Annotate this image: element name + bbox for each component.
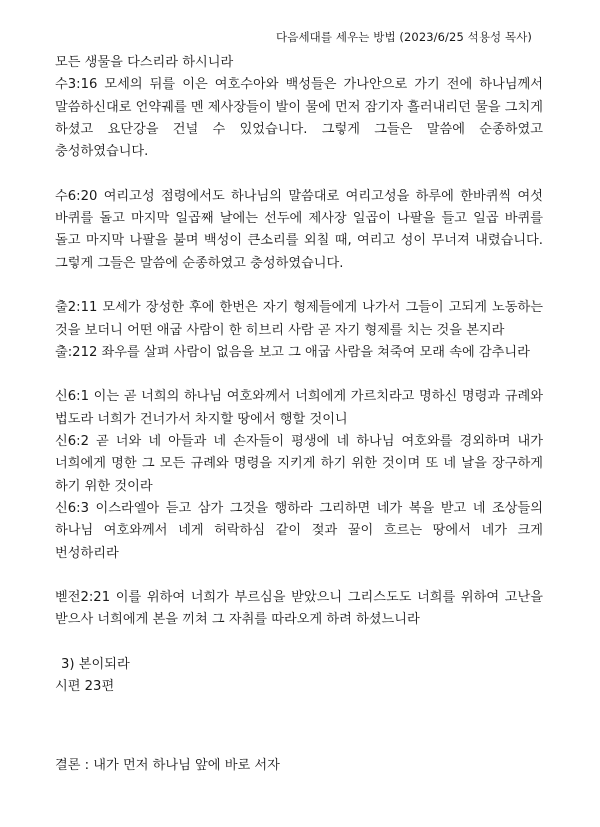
passage-deuteronomy-6-3: 신6:3 이스라엘아 듣고 삼가 그것을 행하라 그리하면 네가 복을 받고 네 조상들의 하나님 여호와께서 네게 허락하심 같이 젖과 꿀이 흐르는 땅에서 네가 크게 번성하리라	[55, 500, 543, 561]
passage-exodus-2-12: 출:212 좌우를 살펴 사람이 없음을 보고 그 애굽 사람을 쳐죽여 모래 속에 감추니라	[55, 344, 530, 360]
document-body	[55, 52, 543, 777]
passage-exodus-2-11: 출2:11 모세가 장성한 후에 한번은 자기 형제들에게 나가서 그들이 고되게 노동하는 것을 보더니 어떤 애굽 사람이 한 히브리 사람 곧 자기 형제를 치는 것을 본지라	[55, 300, 543, 338]
paragraph-gap	[55, 699, 543, 755]
paragraph-gap	[55, 565, 543, 587]
section-heading: 3) 본이되라	[61, 657, 130, 673]
passage-deuteronomy-6-1: 신6:1 이는 곧 너희의 하나님 여호와께서 너희에게 가르치라고 명하신 명령과 규례와 법도라 너희가 건너가서 차지할 땅에서 행할 것이니	[55, 389, 543, 427]
paragraph-gap	[55, 364, 543, 386]
passage-1peter-2-21: 벧전2:21 이를 위하여 너희가 부르심을 받았으니 그리스도도 너희를 위하여 고난을 받으사 너희에게 본을 끼쳐 그 자취를 따라오게 하려 하셨느니라	[55, 590, 543, 628]
passage-text: 모든 생물을 다스리라 하시니라	[55, 55, 234, 70]
passage-joshua-3-16: 수3:16 모세의 뒤를 이은 여호수아와 백성들은 가나안으로 가기 전에 하나님께서 말씀하신대로 언약궤를 멘 제사장들이 발이 물에 먼저 잠기자 흘러내리던 물을 그치게 하셨고 요단강을 건널 수 있었습니다. 그렇게 그들은 말씀에 순종하였고 충성하였습니다.	[55, 77, 543, 160]
conclusion: 결론 : 내가 먼저 하나님 앞에 바로 서자	[55, 757, 280, 773]
passage-joshua-6-20: 수6:20 여리고성 점령에서도 하나님의 말씀대로 여리고성을 하루에 한바퀴씩 여섯 바퀴를 돌고 마지막 일곱째 날에는 선두에 제사장 일곱이 나팔을 들고 일곱 바퀴를 돌고 마지막 나팔을 불며 백성이 큰소리를 외칠 때, 여리고 성이 무너져 내렸습니다. 그렇게 그들은 말씀에 순종하였고 충성하였습니다.	[55, 188, 543, 271]
psalm-reference: 시편 23편	[55, 679, 115, 695]
paragraph-gap	[55, 163, 543, 185]
paragraph-gap	[55, 275, 543, 297]
paragraph-gap	[55, 632, 543, 654]
passage-deuteronomy-6-2: 신6:2 곧 너와 네 아들과 네 손자들이 평생에 네 하나님 여호와를 경외하며 내가 너희에게 명한 그 모든 규례와 명령을 지키게 하기 위한 것이며 또 네 날을 장구하게 하기 위한 것이라	[55, 434, 543, 494]
document-header: 다음세대를 세우는 방법 (2023/6/25 석용성 목사)	[276, 30, 532, 44]
